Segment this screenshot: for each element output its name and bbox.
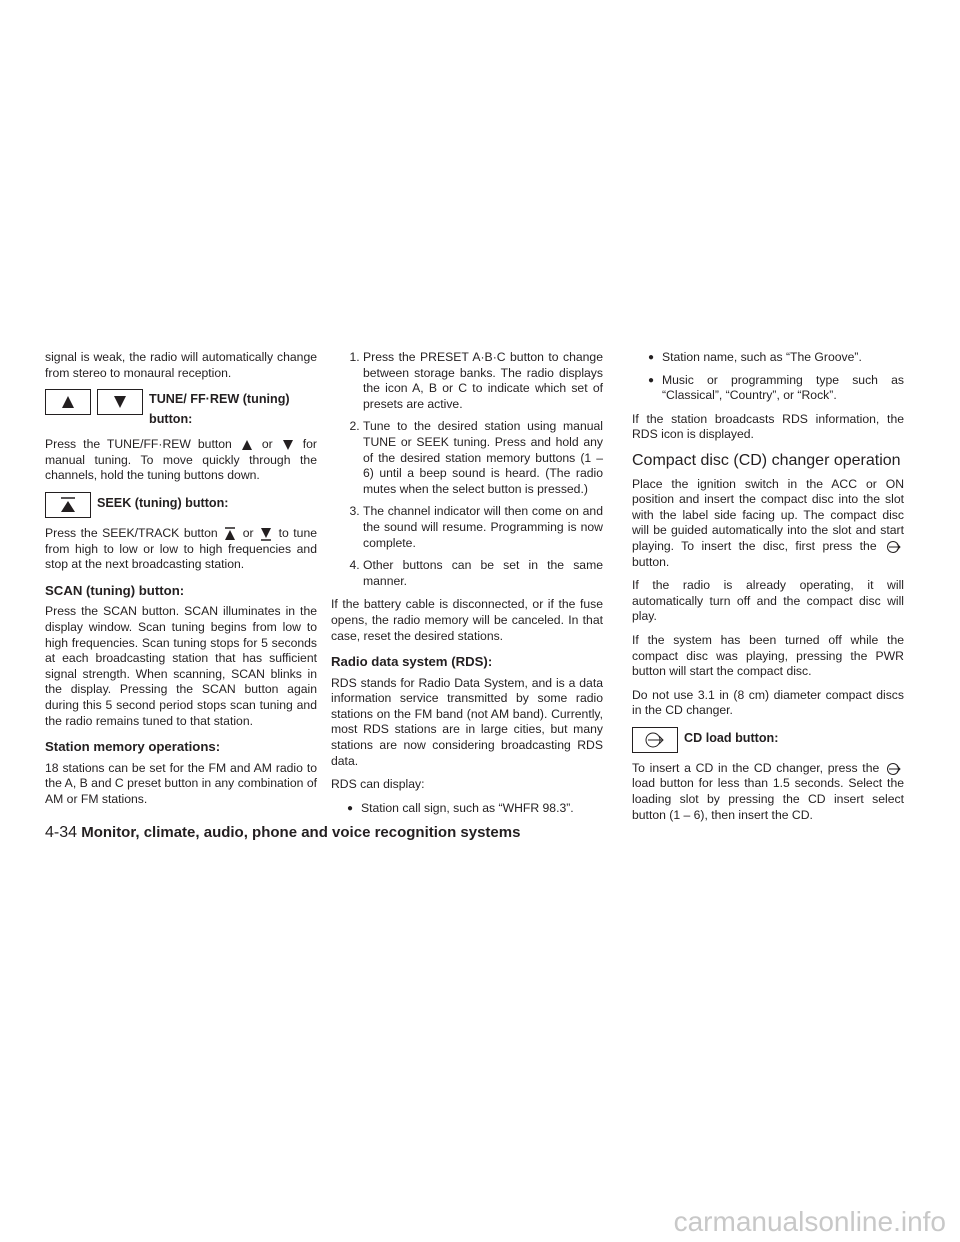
seek-up-icon [224, 527, 236, 541]
memory-heading: Station memory operations: [45, 739, 221, 755]
load-heading-row [632, 727, 904, 753]
cd-off-paragraph: If the radio is already operating, it will automatically turn off and the compact disc will play. [632, 578, 904, 624]
tune-heading-row [45, 389, 317, 429]
rds-list [331, 801, 603, 817]
scan-heading: SCAN (tuning) button: [45, 582, 185, 598]
tune-heading: TUNE/ FF·REW (tuning) button: [149, 392, 290, 427]
cd-size-paragraph: Do not use 3.1 in (8 cm) diameter compact discs in the CD changer. [632, 687, 904, 718]
footer-title: Monitor, climate, audio, phone and voice recognition systems [81, 824, 521, 841]
page-footer [45, 824, 520, 842]
list-item: ● Music or programming type such as “Classical”, “Country”, or “Rock”. [648, 373, 904, 404]
preset-steps [331, 350, 603, 589]
load-heading: CD load button: [684, 730, 779, 745]
seek-paragraph: Press the SEEK/TRACK button or to tune from high to low or low to high frequencies and stop at the next broadcasting station. [45, 525, 317, 572]
tune-up-button-icon [45, 389, 91, 415]
seek-button-icon [45, 492, 91, 518]
list-item: ● Station call sign, such as “WHFR 98.3”. [347, 801, 603, 817]
seek-down-icon [260, 527, 272, 541]
battery-paragraph: If the battery cable is disconnected, or if the fuse opens, the radio memory will be canceled. In that case, reset the desired stations. [331, 597, 603, 643]
watermark: carmanualsonline.info [673, 1206, 946, 1237]
rds-heading: Radio data system (RDS): [331, 654, 493, 670]
rds-paragraph: RDS stands for Radio Data System, and is a data information service transmitted by some radio stations on the FM band (not AM band). Currently, most RDS stations are in large cities, but many stations are now considering broadcasting RDS data. [331, 675, 603, 768]
list-item: 2. Tune to the desired station using manual TUNE or SEEK tuning. Press and hold any of the desired station memory buttons (1 – 6) until a beep sound is heard. (The radio mutes when the select button is pressed.) [363, 419, 603, 497]
memory-paragraph: 18 stations can be set for the FM and AM radio to the A, B and C preset button in any combination of AM or FM stations. [45, 760, 317, 806]
column-left [45, 350, 317, 815]
tune-paragraph: Press the TUNE/FF·REW button or for manual tuning. To move quickly through the channels, hold the tuning buttons down. [45, 437, 317, 483]
page-number: 4-34 [45, 824, 78, 841]
scan-paragraph: Press the SCAN button. SCAN illuminates in the display window. Scan tuning begins from low to high frequencies. Scan tuning stops for 5 seconds at each broadcasting station that has sufficient signal strength. When scanning, SCAN blinks in the display. Pressing the SCAN button again during this 5 second period stops scan tuning and the radio remains tuned to that station. [45, 604, 317, 728]
cd-load-button-icon [632, 727, 678, 753]
cd-heading: Compact disc (CD) changer operation [632, 451, 901, 469]
rds-can-display: RDS can display: [331, 777, 425, 792]
signal-paragraph: signal is weak, the radio will automatically change from stereo to monaural reception. [45, 350, 317, 380]
column-right [632, 350, 904, 831]
cd-pwr-paragraph: If the system has been turned off while the compact disc was playing, pressing the PWR button will start the compact disc. [632, 632, 904, 679]
rds-list-continued [632, 350, 904, 404]
cd-load-icon [886, 540, 902, 554]
tune-down-icon [282, 439, 294, 451]
load-paragraph: To insert a CD in the CD changer, press the load button for less than 1.5 seconds. Select the loading slot by pressing the CD insert select button (1 – 6), then insert the CD. [632, 760, 904, 822]
rds-icon-paragraph: If the station broadcasts RDS information, the RDS icon is displayed. [632, 411, 904, 442]
cd-load-inline-icon [886, 762, 902, 776]
tune-down-button-icon [97, 389, 143, 415]
seek-heading: SEEK (tuning) button: [97, 495, 229, 510]
list-item: 1. Press the PRESET A·B·C button to change between storage banks. The radio displays the icon A, B or C to indicate which set of presets are active. [363, 350, 603, 412]
list-item: ● Station name, such as “The Groove”. [648, 350, 904, 366]
cd-paragraph: Place the ignition switch in the ACC or ON position and insert the compact disc into the slot with the label side facing up. The compact disc will be guided automatically into the slot and start playing. To insert the disc, first press the button. [632, 476, 904, 569]
list-item: 3. The channel indicator will then come on and the sound will resume. Programming is now complete. [363, 504, 603, 551]
tune-up-icon [241, 439, 253, 451]
column-middle [331, 350, 603, 824]
list-item: 4. Other buttons can be set in the same manner. [363, 558, 603, 589]
seek-heading-row [45, 492, 317, 518]
